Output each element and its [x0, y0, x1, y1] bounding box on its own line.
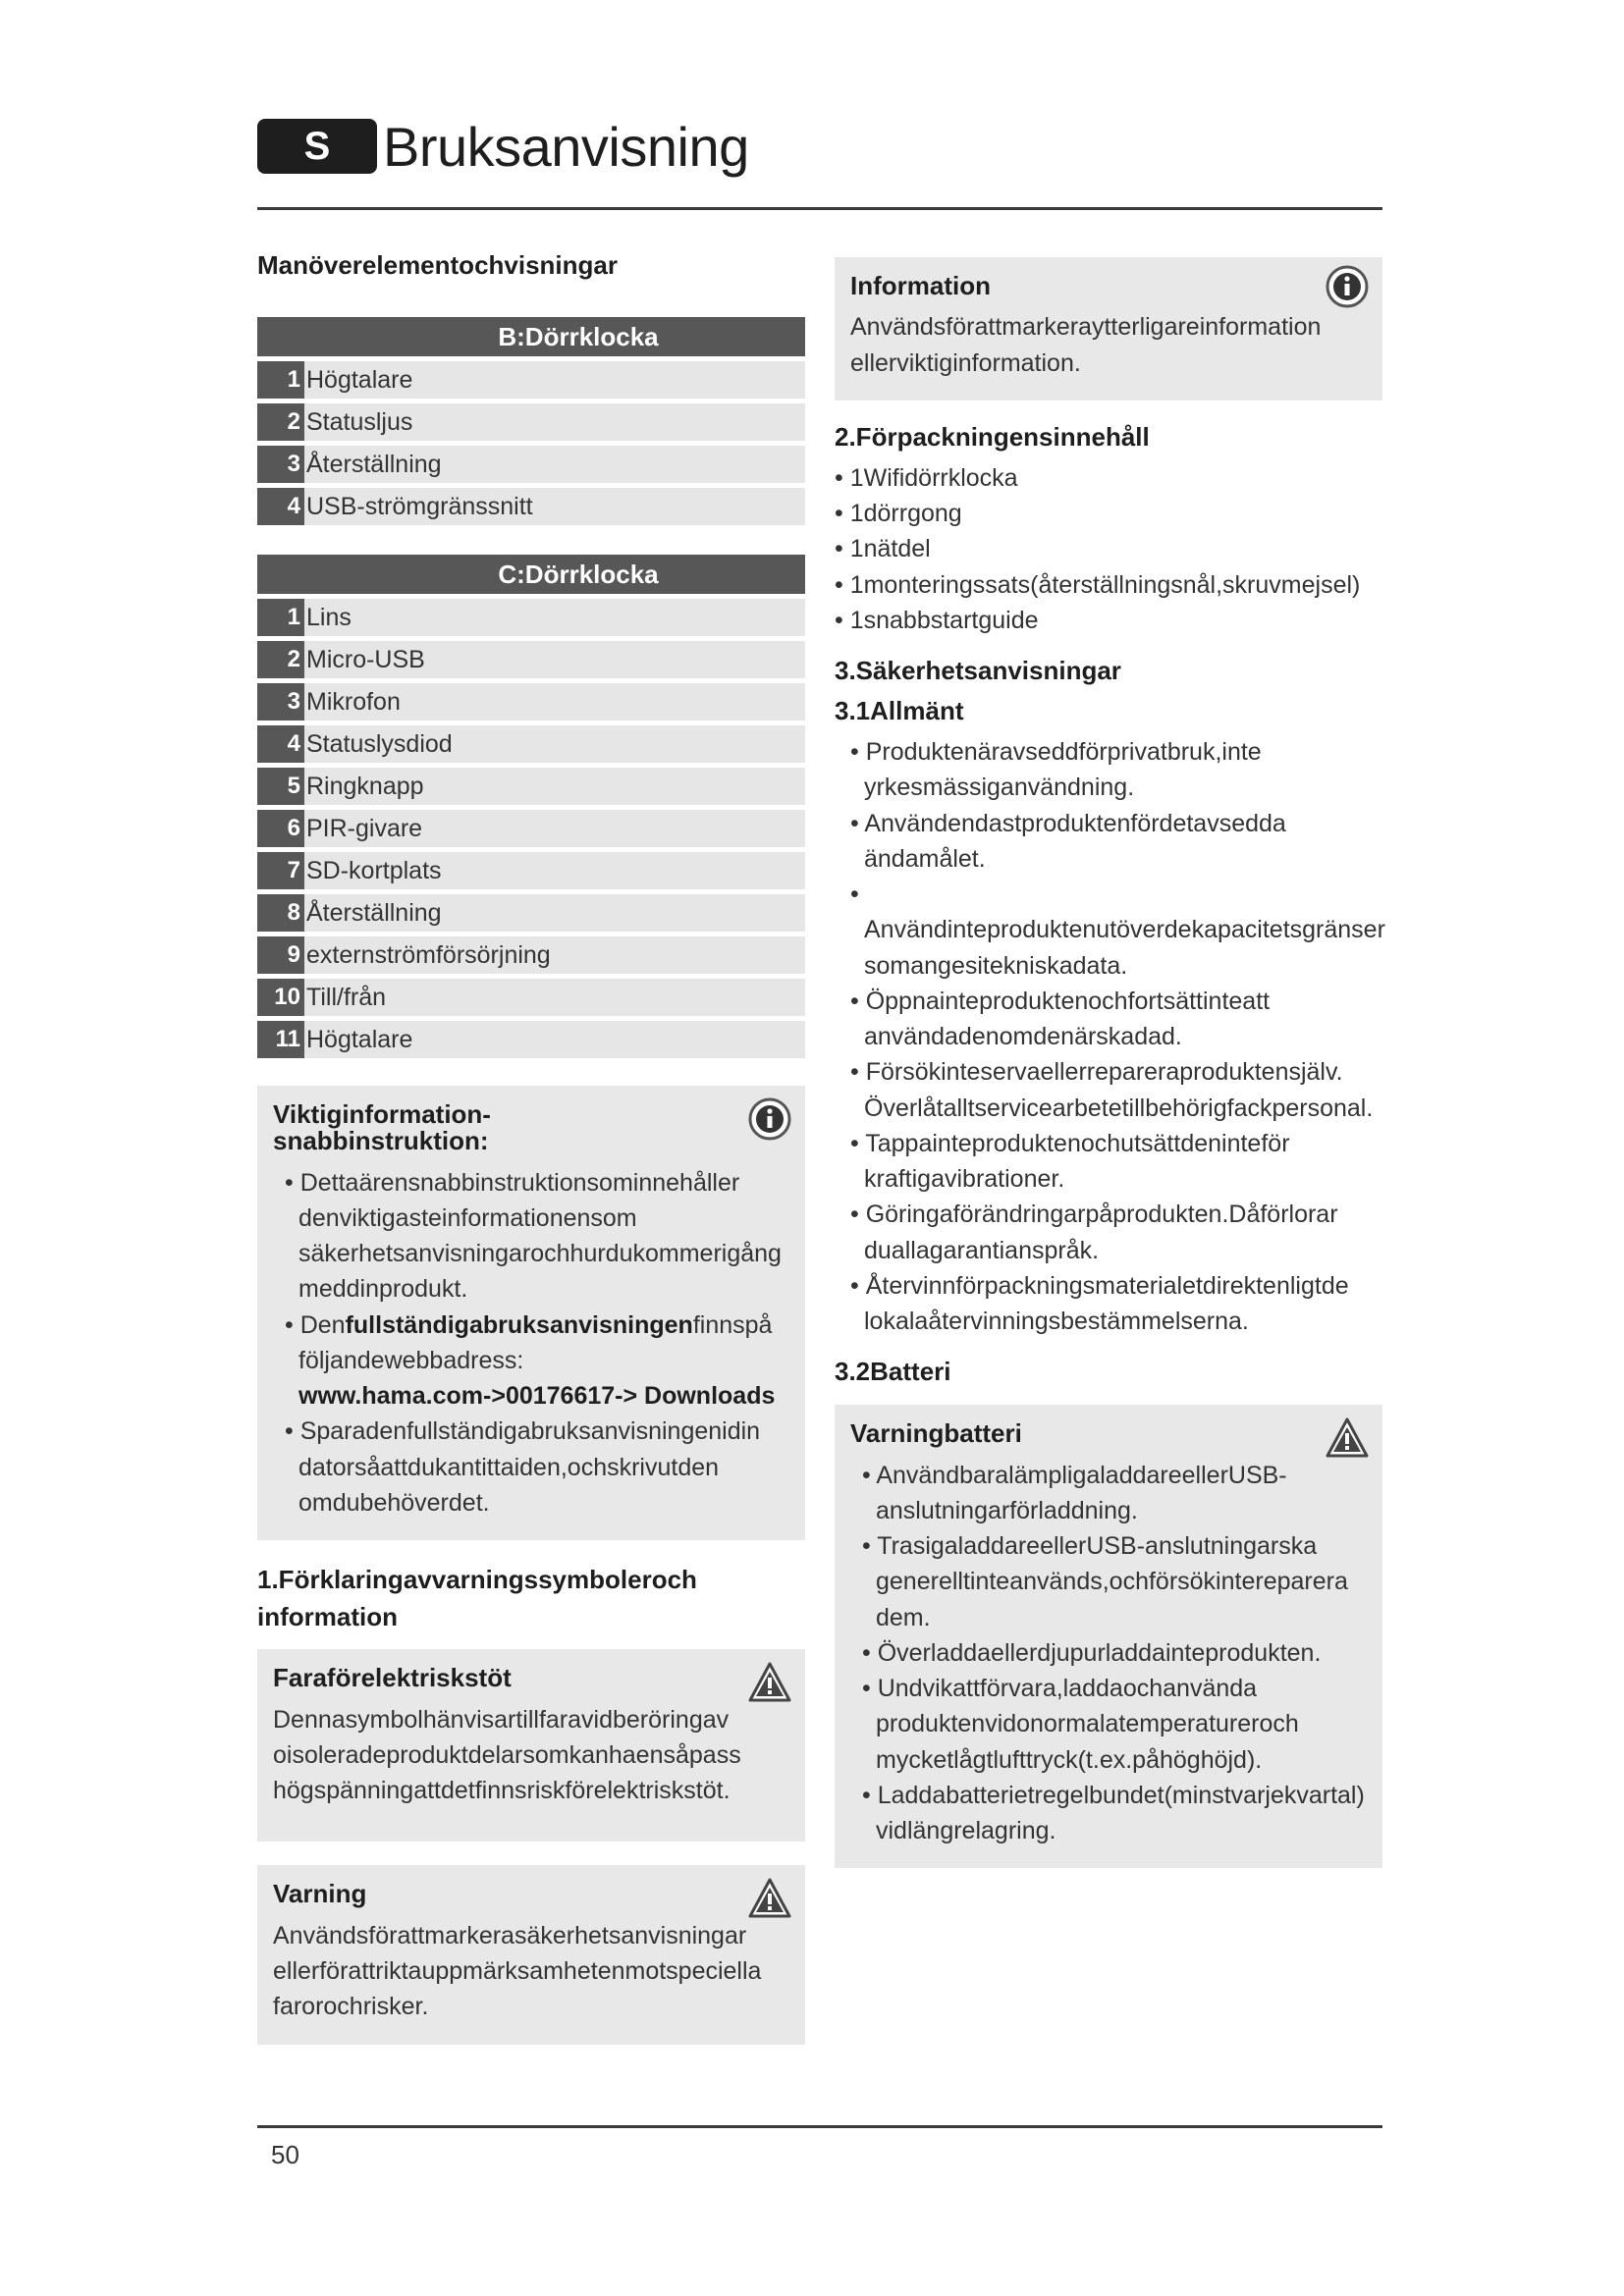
list-item: • Återvinnförpackningsmaterialetdirektenligtde lokalaåtervinningsbestämmelserna.	[835, 1268, 1382, 1340]
table-row: 8 Återställning	[257, 894, 805, 932]
list-item: • 1dörrgong	[835, 496, 1382, 531]
section3-2-heading: 3.2Batteri	[835, 1357, 951, 1387]
table-row: 5 Ringknapp	[257, 768, 805, 805]
danger-box	[257, 1649, 805, 1842]
right-column	[835, 257, 1385, 1868]
info-icon	[748, 1097, 791, 1141]
section2-heading: 2.Förpackningensinnehåll	[835, 421, 1150, 452]
table-row: 1 Högtalare	[257, 361, 805, 399]
list-item: • Försökinteservaellerrepareraproduktensjälv. Överlåtalltservicearbetetillbehörigfackpersonal.	[835, 1054, 1382, 1126]
list-item: • Dettaärensnabbinstruktionsominnehåller denviktigasteinformationensom säkerhetsanvisningarochhurdukommerigång meddinprodukt.	[273, 1165, 789, 1308]
table-c-title: C:Dörrklocka	[257, 555, 805, 594]
quick-info-box	[257, 1086, 805, 1540]
list-item: • Tappainteproduktenochutsättdeninteför kraftigavibrationer.	[835, 1126, 1382, 1198]
warning-title: Varning	[273, 1879, 367, 1909]
controls-table-b	[257, 317, 805, 525]
table-row: 2 Micro-USB	[257, 641, 805, 678]
table-row: 2 Statusljus	[257, 403, 805, 441]
footer-rule	[257, 2125, 1382, 2128]
list-item: • 1snabbstartguide	[835, 603, 1382, 638]
list-item: • Öppnainteproduktenochfortsättinteatt användadenomdenärskadad.	[835, 984, 1382, 1055]
warning-box	[257, 1865, 805, 2044]
list-item: • 1Wifidörrklocka	[835, 460, 1382, 496]
section3-1-heading: 3.1Allmänt	[835, 696, 964, 726]
list-item: • Denfullständigabruksanvisningenfinnspå följandewebbadress: www.hama.com->00176617-> Downloads	[273, 1308, 789, 1415]
table-row: 1 Lins	[257, 599, 805, 636]
table-row: 11 Högtalare	[257, 1021, 805, 1058]
table-row: 4 USB-strömgränssnitt	[257, 488, 805, 525]
left-column	[257, 250, 805, 2045]
list-item: • Sparadenfullständigabruksanvisningenidin datorsåattdukantittaiden,ochskrivutden omdubehöverdet.	[273, 1414, 789, 1521]
warning-triangle-icon	[1326, 1416, 1369, 1460]
table-row: 6 PIR-givare	[257, 810, 805, 847]
table-b-title: B:Dörrklocka	[257, 317, 805, 356]
section3-heading: 3.Säkerhetsanvisningar	[835, 656, 1121, 686]
table-row: 4 Statuslysdiod	[257, 725, 805, 763]
quick-info-title: Viktiginformation-snabbinstruktion:	[273, 1099, 491, 1156]
warning-text: Användsförattmarkerasäkerhetsanvisningar ellerförattriktauppmärksamhetenmotspeciella farorochrisker.	[273, 1921, 762, 2021]
list-item: • Användinteproduktenutöverdekapacitetsgränser somangesitekniskadata.	[835, 877, 1382, 984]
list-item: • Göringaförändringarpåprodukten.Dåförlorar duallagarantianspråk.	[835, 1197, 1382, 1268]
download-url: www.hama.com->00176617-> Downloads	[298, 1382, 776, 1411]
table-row: 9 externströmförsörjning	[257, 936, 805, 974]
safety-list	[835, 734, 1385, 1339]
list-item: • TrasigaladdareellerUSB-anslutningarska generelltinteanvänds,ochförsökintereparera dem.	[850, 1528, 1367, 1635]
danger-title: Faraförelektriskstöt	[273, 1663, 512, 1693]
language-badge: S	[257, 119, 377, 174]
list-item: • Produktenäravseddförprivatbruk,inte yrkesmässiganvändning.	[835, 734, 1382, 806]
controls-table-c	[257, 555, 805, 1058]
list-item: • Överladdaellerdjupurladdainteprodukten.	[850, 1635, 1367, 1671]
warning-triangle-icon	[748, 1877, 791, 1920]
table-row: 3 Mikrofon	[257, 683, 805, 721]
list-item: • Användendastproduktenfördetavsedda ändamålet.	[835, 806, 1382, 878]
list-item: • 1monteringssats(återställningsnål,skruvmejsel)	[835, 567, 1382, 603]
information-title: Information	[850, 271, 991, 300]
battery-warning-title: Varningbatteri	[850, 1418, 1022, 1449]
table-row: 3 Återställning	[257, 446, 805, 483]
package-contents-list	[835, 460, 1382, 638]
page-number: 50	[271, 2140, 299, 2169]
controls-heading: Manöverelementochvisningar	[257, 250, 618, 280]
warning-triangle-icon	[748, 1661, 791, 1704]
table-row: 10 Till/från	[257, 979, 805, 1016]
danger-text: Dennasymbolhänvisartillfaravidberöringav oisoleradeproduktdelarsomkanhaensåpass högspänningattdetfinnsriskförelektriskstöt.	[273, 1705, 741, 1805]
section1-heading: 1.Förklaringavvarningssymboleroch information	[257, 1565, 697, 1631]
header-rule	[257, 207, 1382, 210]
list-item: • AnvändbaralämpligaladdareellerUSB-anslutningarförladdning.	[850, 1458, 1367, 1529]
list-item: • Laddabatterietregelbundet(minstvarjekvartal) vidlängrelagring.	[850, 1778, 1367, 1849]
info-icon	[1326, 265, 1369, 308]
document-title: Bruksanvisning	[383, 115, 749, 178]
battery-warning-box	[835, 1405, 1382, 1868]
table-row: 7 SD-kortplats	[257, 852, 805, 889]
list-item: • 1nätdel	[835, 531, 1382, 566]
information-text: Användsförattmarkeraytterligareinformation ellerviktiginformation.	[850, 313, 1322, 377]
information-box	[835, 257, 1382, 400]
list-item: • Undvikattförvara,laddaochanvända produktenvidonormalatemperatureroch mycketlågtlufttryck(t.ex.påhöghöjd).	[850, 1671, 1367, 1778]
page-header	[257, 116, 749, 177]
